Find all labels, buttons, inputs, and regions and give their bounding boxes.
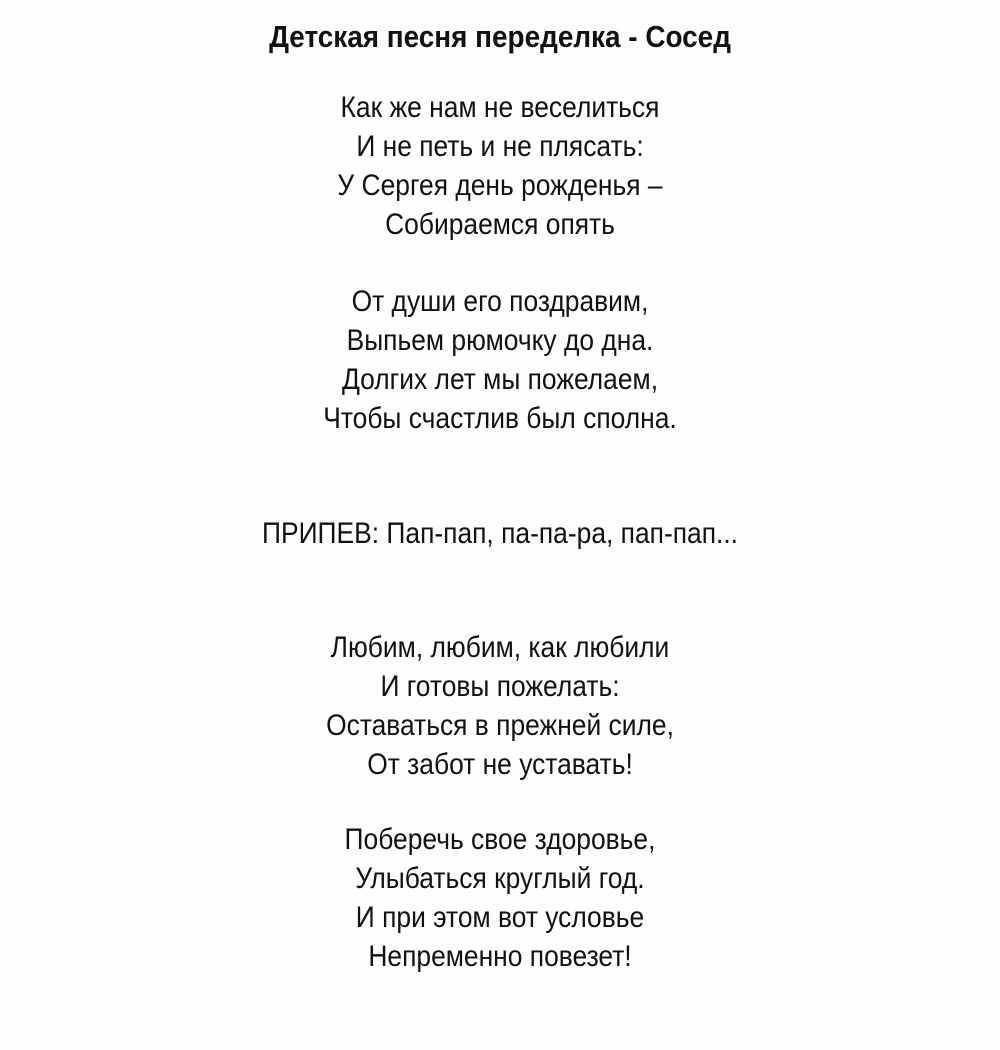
stanza-line: Непременно повезет! [368,940,632,973]
stanza-line: Выпьем рюмочку до дна. [346,324,654,357]
song-title: Детская песня переделка - Сосед [269,19,731,54]
stanza-line: От души его поздравим, [351,285,649,318]
stanza-3 [0,628,1000,784]
stanza-line: Любим, любим, как любили [330,631,670,664]
stanza-line: И не петь и не плясать: [356,130,644,163]
stanza-line: От забот не уставать! [367,748,633,781]
stanza-line: Оставаться в прежней силе, [326,709,674,742]
stanza-1 [0,88,1000,244]
stanza-line: Поберечь свое здоровье, [344,823,656,856]
stanza-4 [0,820,1000,976]
stanza-line: И при этом вот условье [355,901,645,934]
chorus-line: ПРИПЕВ: Пап-пап, па-па-ра, пап-пап... [261,517,739,550]
stanza-line: И готовы пожелать: [380,670,620,703]
stanza-line: Чтобы счастлив был сполна. [323,402,677,435]
stanza-line: Улыбаться круглый год. [355,862,645,895]
stanza-line: Долгих лет мы пожелаем, [341,363,659,396]
stanza-2 [0,282,1000,438]
stanza-line: Собираемся опять [385,208,615,241]
stanza-line: У Сергея день рожденья – [337,169,663,202]
stanza-line: Как же нам не веселиться [340,91,660,124]
